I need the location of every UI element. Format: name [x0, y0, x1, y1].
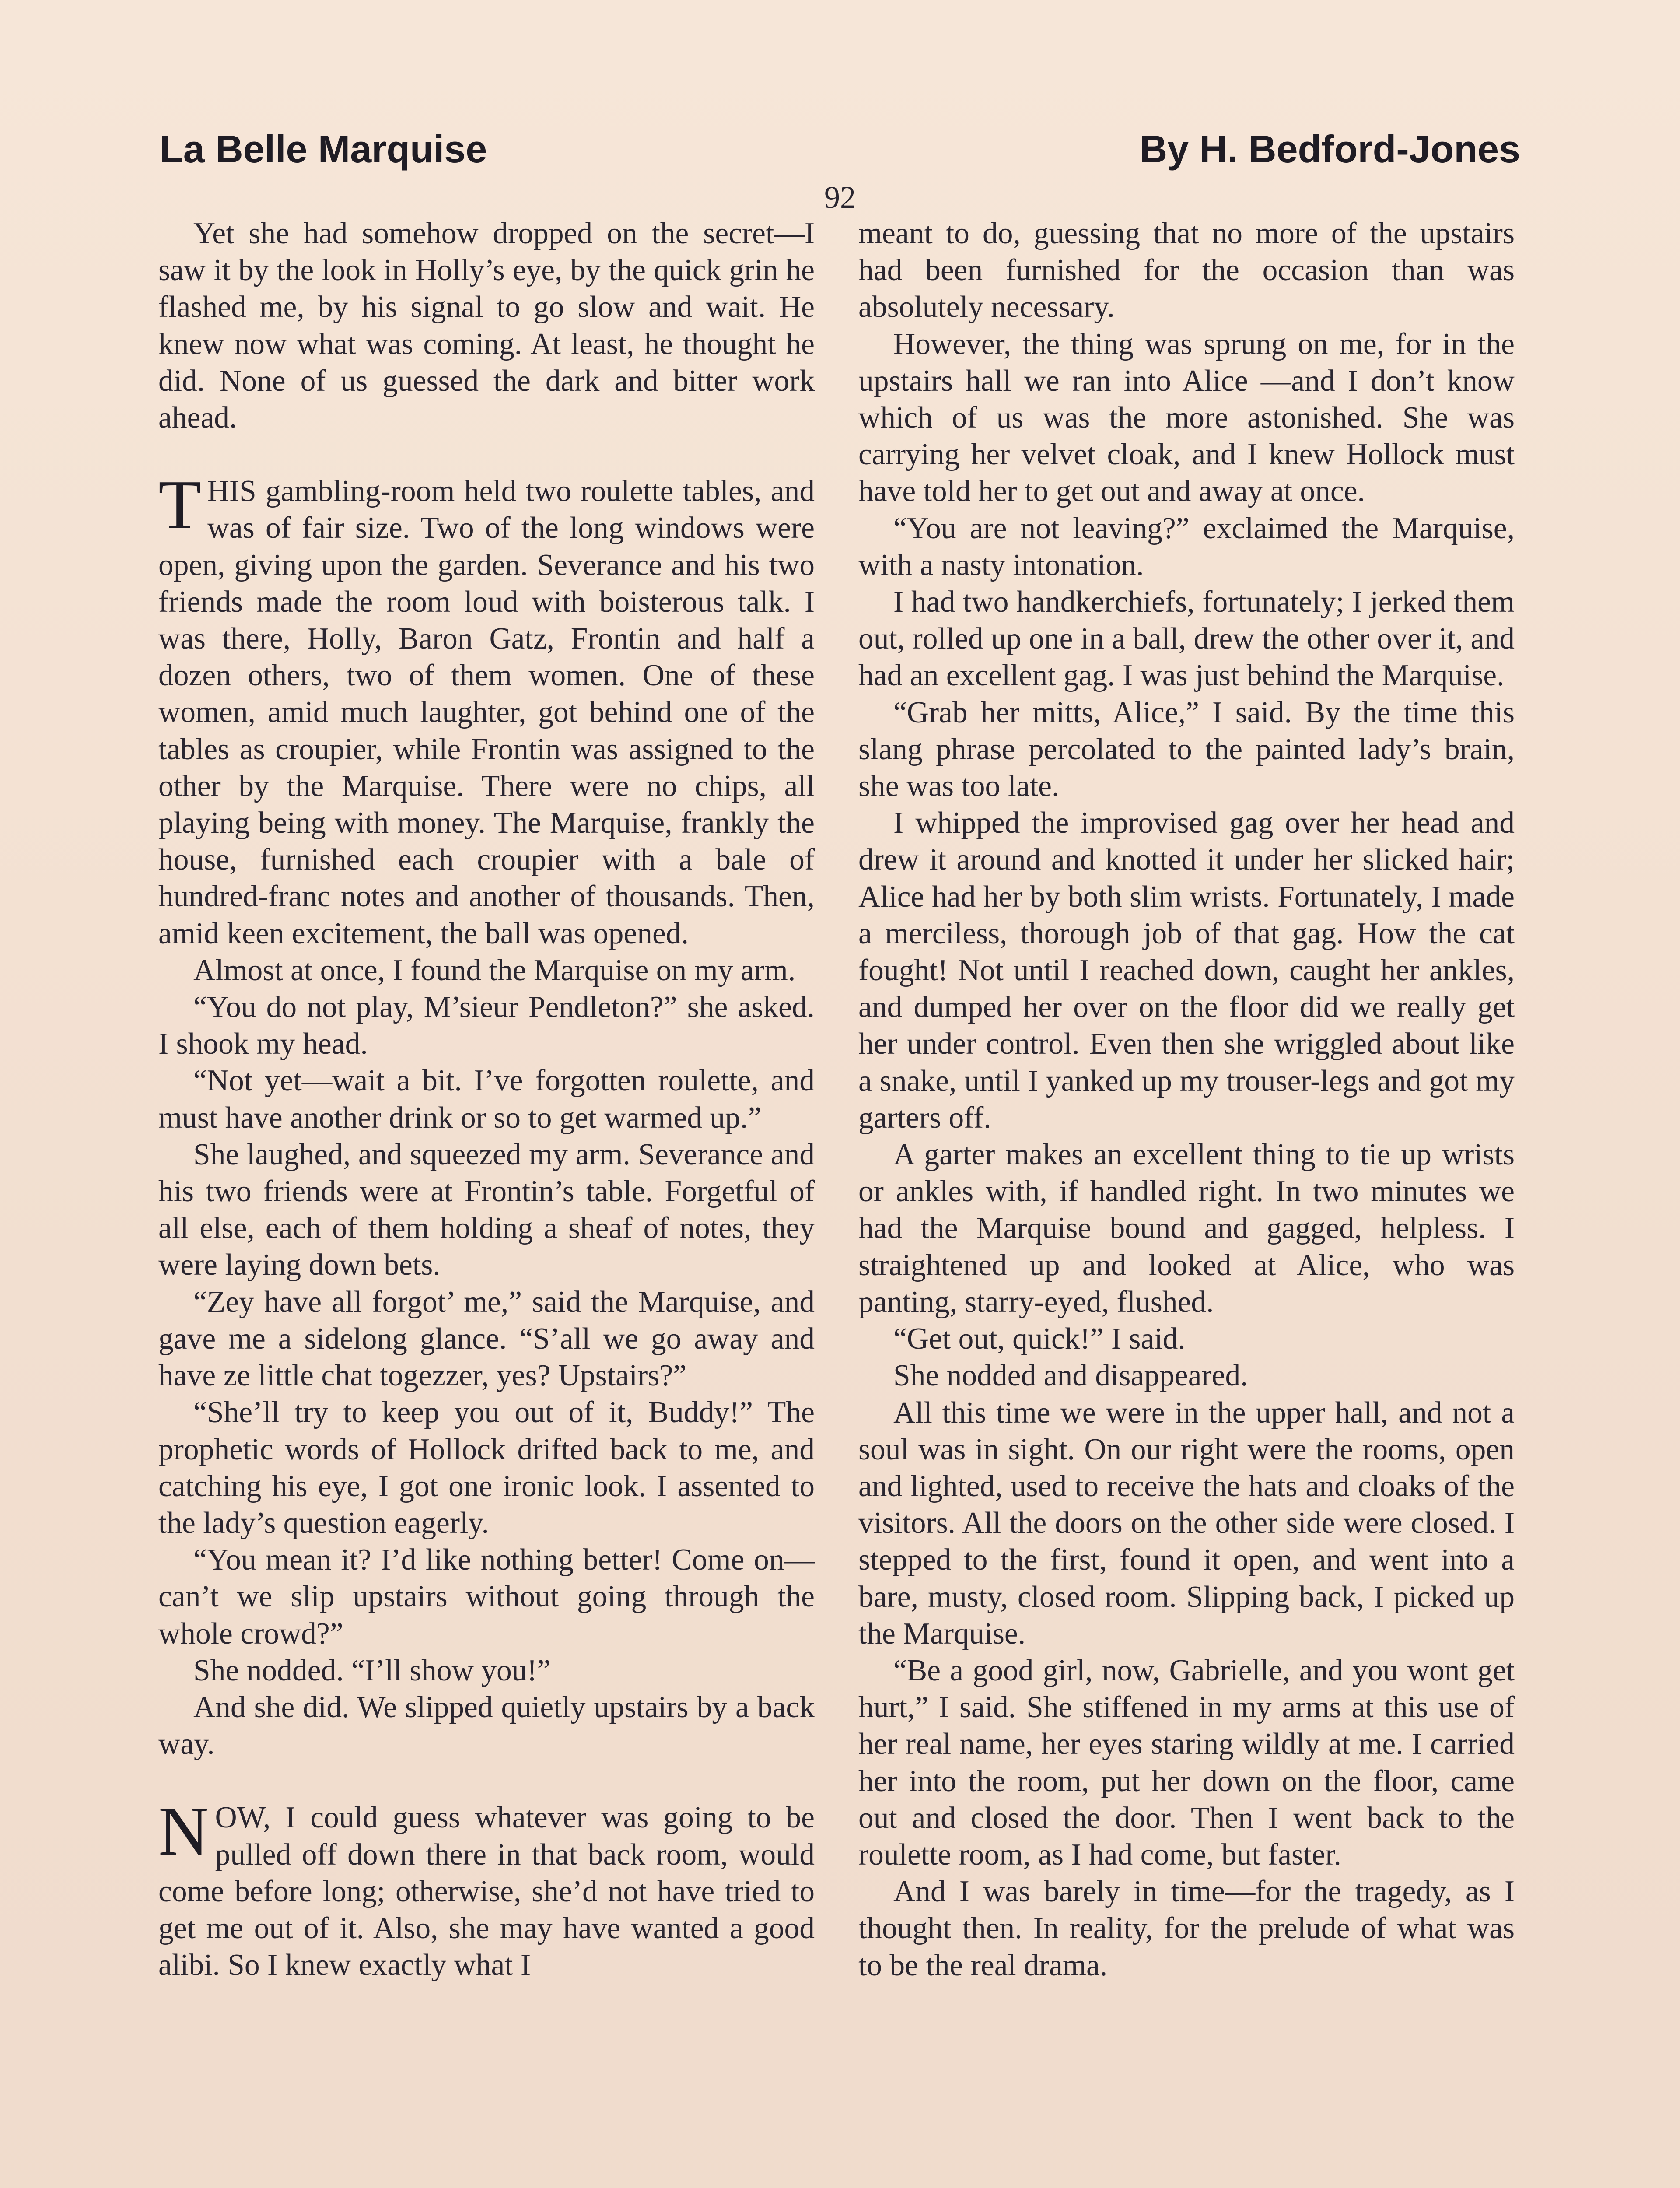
paragraph: However, the thing was sprung on me, for in the upstairs hall we ran into Alice —and I don’t know which of us was the more astonished. She was carrying her velvet cloak, and I knew Hollock must have told her to get out and away at once.	[858, 327, 1515, 508]
page-number: 92	[824, 180, 856, 215]
left-column	[158, 215, 815, 1984]
paragraph: All this time we were in the upper hall, and not a soul was in sight. On our right were the rooms, open and lighted, used to receive the hats and cloaks of the visitors. All the doors on the other side were closed. I stepped to the first, found it open, and went into a bare, musty, closed room. Slipping back, I picked up the Marquise.	[858, 1396, 1515, 1651]
story-title: La Belle Marquise	[160, 127, 487, 171]
paragraph-text: OW, I could guess whatever was going to be pulled off down there in that back room, would come before long; otherwise, she’d not have tried to get me out of it. Also, she may have wanted a good alibi. So I knew exactly what I	[158, 1801, 815, 1982]
paragraph: She nodded. “I’ll show you!”	[193, 1653, 551, 1687]
paragraph: “Zey have all forgot’ me,” said the Marquise, and gave me a sidelong glance. “S’all we go away and have ze little chat togezzer, yes? Upstairs?”	[158, 1285, 815, 1393]
paragraph-with-dropcap	[158, 466, 815, 952]
section-break	[158, 436, 815, 473]
paragraph: I had two handkerchiefs, fortunately; I jerked them out, rolled up one in a ball, drew the other over it, and had an excellent gag. I was just behind the Marquise.	[858, 585, 1515, 693]
drop-cap: N	[158, 1792, 209, 1870]
author-byline: By H. Bedford-Jones	[1139, 127, 1520, 171]
paragraph: A garter makes an excellent thing to tie up wrists or ankles with, if handled right. In two minutes we had the Marquise bound and gagged, helpless. I straightened up and looked at Alice, who was panting, starry-eyed, flushed.	[858, 1138, 1515, 1319]
paragraph: “She’ll try to keep you out of it, Buddy!” The prophetic words of Hollock drifted back to me, and catching his eye, I got one ironic look. I assented to the lady’s question eagerly.	[158, 1396, 815, 1540]
paragraph-text: HIS gambling-room held two roulette tables, and was of fair size. Two of the long windows were open, giving upon the garden. Severance and his two friends made the room loud with boisterous talk. I was there, Holly, Baron Gatz, Frontin and half a dozen others, two of them women. One of these women, amid much laughter, got behind one of the tables as croupier, while Frontin was assigned to the other by the Marquise. There were no chips, all playing being with money. The Marquise, frankly the house, furnished each croupier with a bale of hundred-franc notes and another of thousands. Then, amid keen excitement, the ball was opened.	[158, 474, 815, 950]
paragraph: “You mean it? I’d like nothing better! Come on—can’t we slip upstairs without going through the whole crowd?”	[158, 1543, 815, 1651]
paragraph: Almost at once, I found the Marquise on my arm.	[193, 953, 796, 987]
paragraph: Yet she had somehow dropped on the secret—I saw it by the look in Holly’s eye, by the quick grin he flashed me, by his signal to go slow and wait. He knew now what was coming. At least, he thought he did. None of us guessed the dark and bitter work ahead.	[158, 217, 815, 435]
paragraph: I whipped the improvised gag over her head and drew it around and knotted it under her slicked hair; Alice had her by both slim wrists. Fortunately, I made a merciless, thorough job of that gag. How the cat fought! Not until I reached down, caught her ankles, and dumped her over on the floor did we really get her under control. Even then she wriggled about like a snake, until I yanked up my trouser-legs and got my garters off.	[858, 806, 1515, 1135]
paragraph: She nodded and disappeared.	[893, 1359, 1248, 1393]
paragraph: “Grab her mitts, Alice,” I said. By the time this slang phrase percolated to the painted lady’s brain, she was too late.	[858, 695, 1515, 803]
paragraph: And she did. We slipped quietly upstairs by a back way.	[158, 1690, 815, 1761]
paragraph-continued: meant to do, guessing that no more of the upstairs had been furnished for the occasion than was absolutely necessary.	[858, 217, 1515, 324]
paragraph: “You are not leaving?” exclaimed the Marquise, with a nasty intonation.	[858, 511, 1515, 582]
paragraph: “Get out, quick!” I said.	[893, 1322, 1186, 1356]
paragraph: “Be a good girl, now, Gabrielle, and you wont get hurt,” I said. She stiffened in my arms at this use of her real name, her eyes staring wildly at me. I carried her into the room, put her down on the floor, came out and closed the door. Then I went back to the roulette room, as I had come, but faster.	[858, 1653, 1515, 1872]
right-column	[858, 215, 1515, 1984]
paragraph: And I was barely in time—for the tragedy, as I thought then. In reality, for the prelude of what was to be the real drama.	[858, 1875, 1515, 1982]
paragraph: “You do not play, M’sieur Pendleton?” she asked. I shook my head.	[158, 990, 815, 1061]
paragraph: She laughed, and squeezed my arm. Severance and his two friends were at Frontin’s table. Forgetful of all else, each of them holding a sheaf of notes, they were laying down bets.	[158, 1137, 815, 1282]
drop-cap: T	[158, 466, 201, 544]
section-break	[158, 1763, 815, 1799]
paragraph-with-dropcap	[158, 1792, 815, 1984]
paragraph: “Not yet—wait a bit. I’ve forgotten roulette, and must have another drink or so to get warmed up.”	[158, 1064, 815, 1135]
